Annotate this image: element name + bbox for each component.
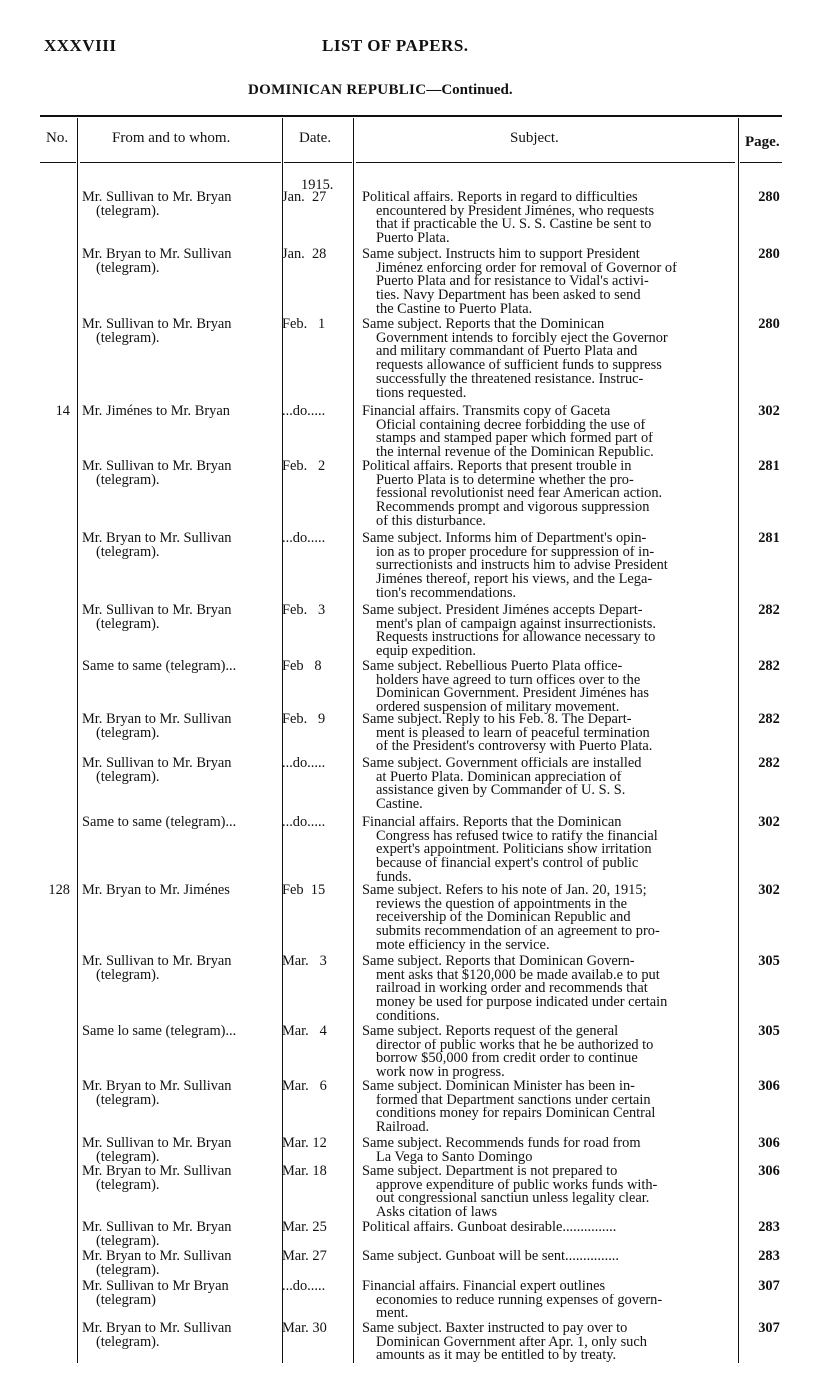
from-line: (telegram). <box>96 1091 160 1108</box>
row-subject <box>362 955 726 1024</box>
row-date: Mar. 4 <box>282 1023 327 1039</box>
subject-line: at Puerto Plata. Dominican appreciation of <box>376 770 622 785</box>
from-line: (telegram). <box>96 543 160 560</box>
row-subject <box>362 1280 726 1321</box>
row-date: Mar. 18 <box>282 1163 327 1179</box>
subject-line: ment's plan of campaign against insurrectionists. <box>376 617 656 632</box>
row-page: 280 <box>758 189 780 205</box>
subject-line: Jiménes thereof, report his views, and the Lega- <box>376 573 653 587</box>
from-line: (telegram) <box>96 1291 156 1308</box>
row-subject <box>362 1025 726 1080</box>
subject-line: stamps and stamped paper which formed part of <box>376 432 653 447</box>
row-date: Mar. 25 <box>282 1219 327 1235</box>
subject-line: Requests instructions for allowance necessary to <box>376 631 656 646</box>
from-line: (telegram). <box>96 259 160 276</box>
row-subject <box>362 1221 726 1235</box>
from-line: (telegram). <box>96 966 160 983</box>
subject-line: Political affairs. Reports in regard to difficulties <box>362 191 638 205</box>
row-page: 305 <box>758 1023 780 1039</box>
from-line: (telegram). <box>96 1333 160 1350</box>
from-line: Mr. Sullivan to Mr. Bryan <box>82 1219 232 1235</box>
row-page: 306 <box>758 1163 780 1179</box>
from-line: Mr. Bryan to Mr. Sullivan <box>82 246 232 262</box>
subject-line: Same subject. Department is not prepared to <box>362 1165 618 1179</box>
from-line: (telegram). <box>96 1261 160 1278</box>
row-date: Mar. 12 <box>282 1135 327 1151</box>
subject-line: Congress has refused twice to ratify the financial <box>376 829 658 844</box>
row-date: Feb. 9 <box>282 711 326 727</box>
subject-line: Same subject. Dominican Minister has been in- <box>362 1080 635 1094</box>
row-subject <box>362 1080 726 1135</box>
subject-line: requests allowance of sufficient funds to suppress <box>376 359 662 373</box>
row-page: 302 <box>758 814 780 830</box>
from-line: Same to same (telegram)... <box>82 658 237 674</box>
subject-line: Castine. <box>376 798 423 812</box>
row-subject <box>362 816 726 885</box>
row-date: Mar. 27 <box>282 1248 327 1264</box>
row-subject <box>362 713 726 754</box>
row-page: 306 <box>758 1078 780 1094</box>
subject-line: Financial affairs. Reports that the Dominican <box>362 816 622 830</box>
column-divider <box>77 118 78 1363</box>
subject-line: Oficial containing decree forbidding the use of <box>376 418 646 433</box>
subject-line: surrectionists and instructs him to advise President <box>376 559 668 574</box>
top-rule <box>40 115 782 117</box>
subject-line: submits recommendation of an agreement to pro- <box>376 925 660 939</box>
row-date: ...do..... <box>282 1278 326 1294</box>
subject-line: Financial affairs. Financial expert outlines <box>362 1280 606 1294</box>
row-date: ...do..... <box>282 530 326 546</box>
page-number: XXXVIII <box>44 36 117 55</box>
subject-line: tions requested. <box>376 386 467 401</box>
subject-line: successfully the threatened resistance. Instruc- <box>376 372 644 387</box>
subject-line: because of financial expert's control of public <box>376 857 639 871</box>
header-rule-date <box>284 162 352 163</box>
from-line: Mr. Bryan to Mr. Sullivan <box>82 530 232 546</box>
from-line: Mr. Bryan to Mr. Sullivan <box>82 1163 232 1179</box>
column-divider <box>353 118 354 1363</box>
row-page: 282 <box>758 602 780 618</box>
subject-line: tion's recommendations. <box>376 586 517 601</box>
subject-line: Puerto Plata and for resistance to Vidal's activi- <box>376 275 649 290</box>
subject-line: ties. Navy Department has been asked to send <box>376 289 641 303</box>
subject-line: reviews the question of appointments in the <box>376 897 627 912</box>
subject-line: of this disturbance. <box>376 514 486 529</box>
subject-line: La Vega to Santo Domingo <box>376 1150 533 1165</box>
row-subject <box>362 757 726 812</box>
row-date: ...do..... <box>282 755 326 771</box>
subject-line: out congressional sanctiun unless legality clear. <box>376 1192 650 1207</box>
from-line: Mr. Sullivan to Mr. Bryan <box>82 189 232 205</box>
subject-line: Same subject. Gunboat will be sent............... <box>362 1250 619 1264</box>
row-number: 14 <box>55 403 70 419</box>
subject-line: Railroad. <box>376 1121 430 1135</box>
row-page: 282 <box>758 755 780 771</box>
subject-line: work now in progress. <box>376 1066 505 1080</box>
col-header-subject: Subject. <box>510 130 559 146</box>
row-date: ...do..... <box>282 403 326 419</box>
year-label: 1915. <box>301 177 334 193</box>
header-rule-from <box>80 162 281 163</box>
subject-line: Puerto Plata. <box>376 232 450 246</box>
from-line: (telegram). <box>96 1232 160 1249</box>
from-line: Mr. Bryan to Mr. Sullivan <box>82 1248 232 1264</box>
from-line: Mr. Sullivan to Mr. Bryan <box>82 316 232 332</box>
section-heading <box>248 82 513 99</box>
col-header-date: Date. <box>299 130 332 146</box>
subject-line: Asks citation of laws <box>376 1206 498 1220</box>
subject-line: economies to reduce running expenses of govern- <box>376 1293 663 1308</box>
from-line: Mr. Sullivan to Mr. Bryan <box>82 602 232 618</box>
row-subject <box>362 318 726 400</box>
subject-line: Same subject. Refers to his note of Jan. 20, 1915; <box>362 884 647 898</box>
subject-line: Political affairs. Gunboat desirable............... <box>362 1221 617 1235</box>
subject-line: Dominican Government after Apr. 1, only such <box>376 1335 647 1350</box>
from-line: Mr. Sullivan to Mr. Bryan <box>82 1135 232 1151</box>
subject-line: and military commandant of Puerto Plata and <box>376 345 638 360</box>
subject-line: the Castine to Puerto Plata. <box>376 302 533 317</box>
from-line: Mr. Bryan to Mr. Jiménes <box>82 882 230 898</box>
row-date: Jan. 27 <box>282 189 327 205</box>
from-line: Mr. Bryan to Mr. Sullivan <box>82 711 232 727</box>
row-page: 281 <box>758 458 780 474</box>
row-subject <box>362 460 726 529</box>
section-suffix: —Continued. <box>426 82 513 98</box>
from-line: Same to same (telegram)... <box>82 814 237 830</box>
row-page: 281 <box>758 530 780 546</box>
col-header-from: From and to whom. <box>112 130 231 146</box>
subject-line: Same subject. Rebellious Puerto Plata office- <box>362 660 623 674</box>
subject-line: ment is pleased to learn of peaceful termination <box>376 726 650 741</box>
row-date: Mar. 3 <box>282 953 327 969</box>
subject-line: Same subject. Baxter instructed to pay over to <box>362 1322 628 1336</box>
from-line: (telegram). <box>96 615 160 632</box>
row-page: 280 <box>758 246 780 262</box>
subject-line: Government intends to forcibly eject the Governor <box>376 331 668 346</box>
row-page: 282 <box>758 658 780 674</box>
row-date: Feb 8 <box>282 658 322 674</box>
from-line: (telegram). <box>96 202 160 219</box>
subject-line: amounts as it may be entitled to by treaty. <box>376 1349 617 1364</box>
subject-line: Same subject. Government officials are installed <box>362 757 642 771</box>
row-date: Feb. 3 <box>282 602 326 618</box>
subject-line: money be used for purpose indicated under certain <box>376 996 668 1010</box>
subject-line: Recommends prompt and vigorous suppression <box>376 501 650 515</box>
subject-line: Same subject. President Jiménes accepts Depart- <box>362 604 643 618</box>
header-rule-subject <box>356 162 735 163</box>
row-subject <box>362 1137 726 1164</box>
subject-line: fessional revolutionist need fear American action. <box>376 487 663 502</box>
subject-line: Financial affairs. Transmits copy of Gaceta <box>362 405 611 419</box>
from-line: Mr. Sullivan to Mr. Bryan <box>82 755 232 771</box>
subject-line: ordered suspension of military movement. <box>376 701 620 715</box>
from-line: (telegram). <box>96 1148 160 1165</box>
subject-line: Dominican Government. President Jiménes has <box>376 687 649 702</box>
subject-line: director of public works that he be authorized to <box>376 1038 654 1053</box>
row-date: Mar. 30 <box>282 1320 327 1336</box>
row-subject <box>362 191 726 246</box>
subject-line: conditions. <box>376 1009 440 1024</box>
subject-line: formed that Department sanctions under certain <box>376 1093 651 1108</box>
row-subject <box>362 405 726 460</box>
row-page: 302 <box>758 882 780 898</box>
row-date: Feb 15 <box>282 882 326 898</box>
row-date: Feb. 2 <box>282 458 326 474</box>
from-line: Mr. Sullivan to Mr. Bryan <box>82 953 232 969</box>
row-subject <box>362 1250 726 1264</box>
from-line: Mr. Sullivan to Mr Bryan <box>82 1278 229 1294</box>
subject-line: Jiménez enforcing order for removal of Governor of <box>376 261 677 276</box>
row-page: 307 <box>758 1278 780 1294</box>
row-page: 283 <box>758 1219 780 1235</box>
subject-line: Same subject. Instructs him to support President <box>362 248 640 262</box>
row-number: 128 <box>48 882 70 898</box>
row-page: 306 <box>758 1135 780 1151</box>
subject-line: Same subject. Reports request of the general <box>362 1025 619 1039</box>
subject-line: receivership of the Dominican Republic and <box>376 911 631 926</box>
row-page: 305 <box>758 953 780 969</box>
from-line: (telegram). <box>96 724 160 741</box>
column-divider <box>738 118 739 1363</box>
subject-line: Same subject. Informs him of Department's opin- <box>362 532 647 546</box>
from-line: Mr. Bryan to Mr. Sullivan <box>82 1320 232 1336</box>
row-page: 283 <box>758 1248 780 1264</box>
from-line: (telegram). <box>96 1176 160 1193</box>
subject-line: assistance given by Commander of U. S. S. <box>376 784 626 799</box>
subject-line: holders have agreed to turn offices over to the <box>376 673 641 688</box>
from-line: Mr. Jiménes to Mr. Bryan <box>82 403 230 419</box>
subject-line: Same subject. Reports that Dominican Govern- <box>362 955 635 969</box>
row-date: ...do..... <box>282 814 326 830</box>
from-line: (telegram). <box>96 329 160 346</box>
subject-line: Puerto Plata is to determine whether the pro- <box>376 473 634 488</box>
subject-line: conditions money for repairs Dominican Central <box>376 1107 656 1122</box>
row-subject <box>362 660 726 715</box>
subject-line: equip expedition. <box>376 645 476 659</box>
row-page: 280 <box>758 316 780 332</box>
subject-line: of the President's controversy with Puerto Plata. <box>376 740 653 755</box>
subject-line: expert's appointment. Politicians show irritation <box>376 843 652 858</box>
subject-line: the internal revenue of the Dominican Republic. <box>376 446 654 460</box>
row-date: Feb. 1 <box>282 316 326 332</box>
subject-line: mote efficiency in the service. <box>376 938 550 953</box>
row-page: 302 <box>758 403 780 419</box>
row-date: Mar. 6 <box>282 1078 327 1094</box>
row-subject <box>362 604 726 659</box>
row-subject <box>362 532 726 601</box>
from-line: Mr. Sullivan to Mr. Bryan <box>82 458 232 474</box>
row-subject <box>362 248 726 317</box>
col-header-page: Page. <box>745 134 780 150</box>
row-subject <box>362 1165 726 1220</box>
subject-line: that if practicable the U. S. S. Castine be sent to <box>376 218 652 233</box>
subject-line: Same subject. Reports that the Dominican <box>362 318 605 332</box>
header-rule-no <box>40 162 76 163</box>
subject-line: Same subject. Recommends funds for road from <box>362 1137 641 1151</box>
subject-line: approve expenditure of public works funds with- <box>376 1178 658 1193</box>
subject-line: Same subject. Reply to his Feb. 8. The Depart- <box>362 713 632 727</box>
row-date: Jan. 28 <box>282 246 327 262</box>
row-page: 282 <box>758 711 780 727</box>
row-subject <box>362 884 726 953</box>
section-name: DOMINICAN REPUBLIC <box>248 82 427 98</box>
from-line: Same lo same (telegram)... <box>82 1023 237 1039</box>
subject-line: ion as to proper procedure for suppression of in- <box>376 545 655 560</box>
row-subject <box>362 1322 726 1363</box>
row-page: 307 <box>758 1320 780 1336</box>
subject-line: railroad in working order and recommends that <box>376 982 648 997</box>
from-line: Mr. Bryan to Mr. Sullivan <box>82 1078 232 1094</box>
subject-line: Political affairs. Reports that present trouble in <box>362 460 632 474</box>
header-rule-page <box>740 162 782 163</box>
subject-line: ment asks that $120,000 be made availab.e to put <box>376 968 660 983</box>
subject-line: borrow $50,000 from credit order to continue <box>376 1052 638 1067</box>
page-title: LIST OF PAPERS. <box>322 36 469 55</box>
subject-line: encountered by President Jiménes, who requests <box>376 204 655 219</box>
from-line: (telegram). <box>96 768 160 785</box>
subject-line: funds. <box>376 870 412 885</box>
col-header-no: No. <box>46 130 69 146</box>
subject-line: ment. <box>376 1307 409 1322</box>
from-line: (telegram). <box>96 471 160 488</box>
